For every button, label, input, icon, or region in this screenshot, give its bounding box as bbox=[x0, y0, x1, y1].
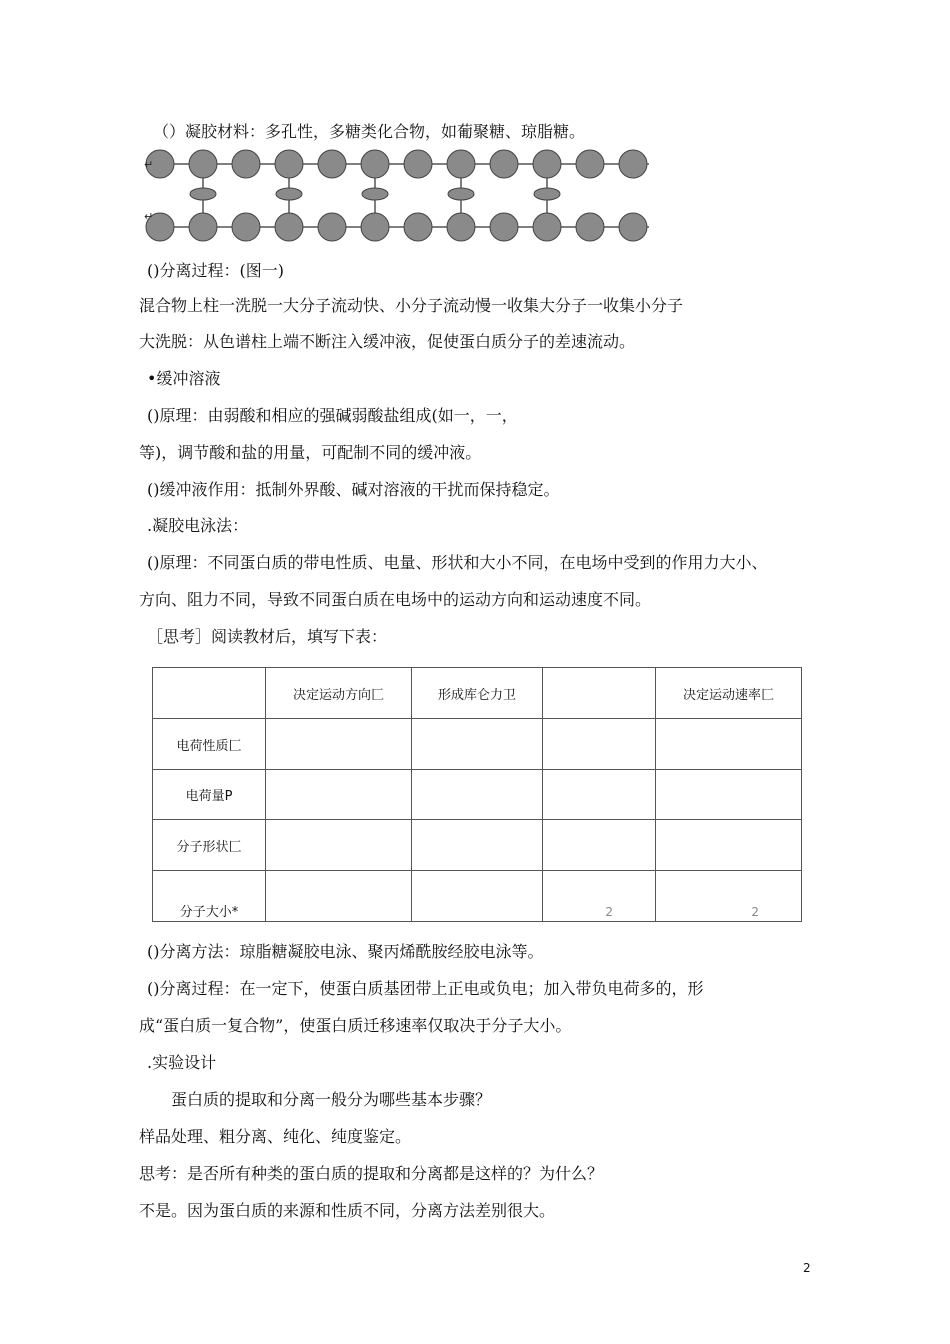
row-label: 电荷量P bbox=[153, 770, 266, 820]
row-label: 电荷性质匚 bbox=[153, 719, 266, 770]
elution-line: 大洗脱：从色谱柱上端不断注入缓冲液，促使蛋白质分子的差速流动。 bbox=[139, 332, 636, 351]
table-row bbox=[153, 770, 802, 820]
table-header-cell bbox=[543, 668, 656, 719]
gel-network-diagram bbox=[141, 148, 661, 244]
table-header-cell bbox=[153, 668, 266, 719]
table-cell bbox=[543, 770, 656, 820]
table-cell bbox=[412, 719, 543, 770]
separation-process-line: ()分离过程：(图一) bbox=[147, 261, 284, 280]
table-cell bbox=[266, 871, 412, 922]
separation-method-line: ()分离方法：琼脂糖凝胶电泳、聚丙烯酰胺经胶电泳等。 bbox=[147, 942, 544, 961]
figure-mark-bottom: ↵ bbox=[144, 210, 154, 223]
table-cell bbox=[412, 820, 543, 871]
experiment-design-heading: .实验设计 bbox=[147, 1053, 217, 1072]
mixture-flow-line: 混合物上柱一洗脱一大分子流动快、小分子流动慢一收集大分子一收集小分子 bbox=[139, 296, 684, 315]
answer-all-proteins: 不是。因为蛋白质的来源和性质不同，分离方法差别很大。 bbox=[139, 1201, 556, 1220]
buffer-principle-line: ()原理：由弱酸和相应的强碱弱酸盐组成(如一，一， bbox=[147, 406, 518, 425]
table-header-row bbox=[153, 668, 802, 719]
table-header-cell: 决定运动速率匚 bbox=[656, 668, 802, 719]
table-cell bbox=[543, 820, 656, 871]
gel-material-line: （）凝胶材料：多孔性，多糖类化合物，如葡聚糖、琼脂糖。 bbox=[153, 122, 586, 141]
buffer-heading: •缓冲溶液 bbox=[147, 369, 221, 388]
table-cell bbox=[266, 719, 412, 770]
question-steps: 蛋白质的提取和分离一般分为哪些基本步骤？ bbox=[171, 1090, 492, 1109]
separation-process-2-cont: 成“蛋白质一复合物”，使蛋白质迁移速率仅取决于分子大小。 bbox=[139, 1016, 572, 1035]
table-cell bbox=[656, 770, 802, 820]
table-cell: 2 bbox=[543, 871, 656, 922]
row-label: 分子形状匚 bbox=[153, 820, 266, 871]
buffer-function-line: ()缓冲液作用：抵制外界酸、碱对溶液的干扰而保持稳定。 bbox=[147, 480, 560, 499]
electrophoresis-principle-line: ()原理：不同蛋白质的带电性质、电量、形状和大小不同，在电场中受到的作用力大小、 bbox=[147, 553, 768, 572]
table-row bbox=[153, 871, 802, 922]
table-row bbox=[153, 719, 802, 770]
question-all-proteins: 思考：是否所有种类的蛋白质的提取和分离都是这样的？为什么？ bbox=[139, 1164, 604, 1183]
table-header-cell: 形成库仑力卫 bbox=[412, 668, 543, 719]
table-cell bbox=[656, 820, 802, 871]
charge-table bbox=[152, 667, 801, 921]
row-label: 分子大小* bbox=[153, 871, 266, 922]
table-row bbox=[153, 820, 802, 871]
table-cell: 2 bbox=[656, 871, 802, 922]
think-prompt: ［思考］阅读教材后，填写下表： bbox=[147, 627, 388, 646]
table-cell bbox=[543, 719, 656, 770]
electrophoresis-principle-cont: 方向、阻力不同，导致不同蛋白质在电场中的运动方向和运动速度不同。 bbox=[139, 590, 652, 609]
table-cell bbox=[266, 770, 412, 820]
table-cell bbox=[656, 719, 802, 770]
table-cell bbox=[412, 871, 543, 922]
gel-electrophoresis-heading: .凝胶电泳法： bbox=[147, 516, 249, 535]
table-cell bbox=[412, 770, 543, 820]
table-cell bbox=[266, 820, 412, 871]
answer-steps: 样品处理、粗分离、纯化、纯度鉴定。 bbox=[139, 1127, 412, 1146]
page-number: 2 bbox=[803, 1261, 811, 1275]
figure-mark-top: ↵ bbox=[144, 158, 154, 171]
buffer-principle-cont: 等)，调节酸和盐的用量，可配制不同的缓冲液。 bbox=[139, 443, 482, 462]
separation-process-2-line: ()分离过程：在一定下，使蛋白质基团带上正电或负电；加入带负电荷多的，形 bbox=[147, 979, 704, 998]
table-header-cell: 决定运动方向匚 bbox=[266, 668, 412, 719]
